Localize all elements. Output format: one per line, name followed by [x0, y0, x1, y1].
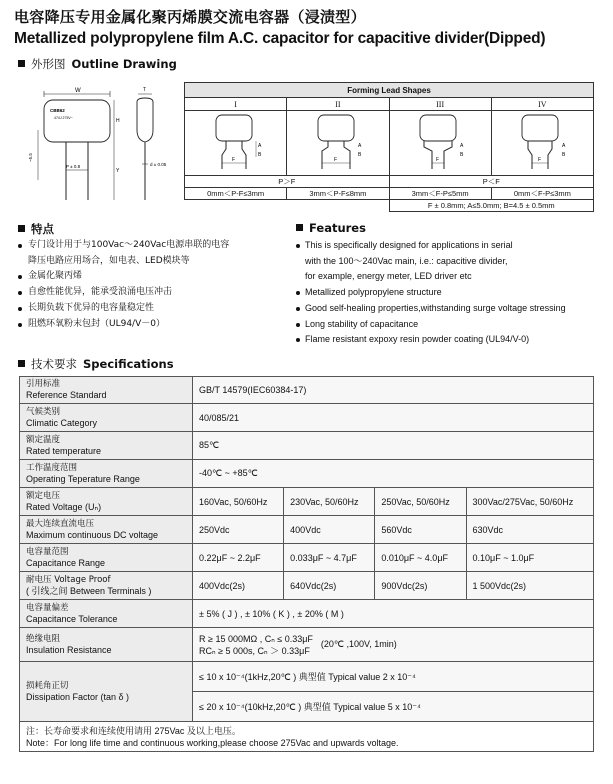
lead-shape-1-icon: [186, 111, 286, 173]
table-row: [20, 460, 594, 488]
lead-shape-3-icon: [390, 111, 490, 173]
tol-value: ± 5% ( J ) , ± 10% ( K ) , ± 20% ( M ): [193, 600, 594, 628]
forming-lead-table: [184, 82, 594, 212]
list-item: 自愈性能优异，能承受浪涌电压冲击: [18, 285, 229, 301]
forming-figure-3: [389, 111, 491, 176]
vp-value-1: 400Vdc(2s): [193, 572, 284, 600]
features-cn-heading-text: 特点: [31, 222, 54, 236]
list-item: 长期负载下优异的电容量稳定性: [18, 301, 229, 317]
rv-label-cn: 额定电压: [26, 490, 61, 501]
features-cn-heading: [18, 221, 54, 237]
cap-label-en: Capacitance Range: [26, 557, 106, 568]
square-bullet-icon: [18, 60, 25, 67]
dc-label-cn: 最大连续直流电压: [26, 518, 95, 529]
rtemp-value: 85℃: [193, 432, 594, 460]
table-row: [20, 600, 594, 628]
otemp-label-en: Operating Teperature Range: [26, 473, 140, 484]
otemp-label-cn: 工作温度范围: [26, 462, 78, 473]
list-item: 金属化聚丙烯: [18, 269, 229, 285]
page-title-cn: 电容降压专用金属化聚丙烯膜交流电容器（浸渍型）: [14, 8, 366, 26]
dim-y-label: Y: [116, 168, 120, 174]
tolerance-note: F ± 0.8mm; A≤5.0mm; B=4.5 ± 0.5mm: [389, 200, 594, 212]
list-item: Flame resistant expoxy resin powder coating (UL94/V-0): [296, 332, 566, 348]
ins-value: [193, 628, 594, 662]
specs-heading: [18, 356, 174, 372]
list-item: 专门设计用于与100Vac～240Vac电源串联的电容: [18, 238, 229, 254]
svg-text:B: B: [562, 152, 566, 158]
rv-value-1: 160Vac, 50/60Hz: [193, 488, 284, 516]
ins-line2: RCₙ ≥ 5 000s, Cₙ ＞ 0.33μF: [199, 645, 310, 656]
square-bullet-icon: [296, 224, 303, 231]
type-4-label: IV: [491, 98, 593, 111]
list-item: Long stability of capacitance: [296, 317, 566, 333]
features-en-list: [296, 238, 566, 348]
list-item: This is specifically designed for applications in serial: [296, 238, 566, 254]
table-row: [20, 628, 594, 662]
ins-condition: (20℃ ,100V, 1min): [320, 639, 397, 649]
dim-d-label: d ± 0.05: [150, 162, 167, 167]
table-row: [20, 488, 594, 516]
cap-value-3: 0.010μF ~ 4.0μF: [375, 544, 466, 572]
vp-value-4: 1 500Vdc(2s): [466, 572, 593, 600]
dc-value-1: 250Vdc: [193, 516, 284, 544]
svg-text:F: F: [231, 157, 235, 163]
clim-label-en: Climatic Category: [26, 417, 98, 428]
vp-value-3: 900Vdc(2s): [375, 572, 466, 600]
type-3-label: III: [389, 98, 491, 111]
table-row: [20, 432, 594, 460]
forming-figure-4: [491, 111, 593, 176]
vp-value-2: 640Vdc(2s): [284, 572, 375, 600]
list-item: 降压电路应用场合，如电表、LED模块等: [28, 255, 190, 266]
type-2-label: II: [287, 98, 389, 111]
rv-label-en: Rated Voltage (Uₙ): [26, 501, 102, 512]
dc-label-en: Maximum continuous DC voltage: [26, 529, 159, 540]
svg-text:B: B: [460, 152, 464, 158]
specs-heading-cn: 技术要求: [31, 357, 77, 371]
outline-heading-en: Outline Drawing: [71, 57, 177, 71]
svg-text:F: F: [333, 157, 337, 163]
marking-line1: CBB62: [50, 108, 65, 113]
svg-text:A: A: [562, 143, 566, 149]
ins-label-en: Insulation Resistance: [26, 644, 112, 655]
page-title-en: Metallized polypropylene film A.C. capacitor for capacitive divider(Dipped): [14, 30, 546, 47]
tol-label-en: Capacitance Tolerance: [26, 613, 118, 624]
rv-value-3: 250Vac, 50/60Hz: [375, 488, 466, 516]
list-item: 阻燃环氧粉末包封（UL94/V－0）: [18, 317, 229, 333]
forming-title: Forming Lead Shapes: [185, 83, 594, 98]
note-cn: 注：长寿命要求和连续使用请用 275Vac 及以上电压。: [26, 725, 241, 736]
table-row: [20, 516, 594, 544]
table-row: [20, 722, 594, 752]
dim-p-label: P ± 0.8: [66, 164, 81, 169]
capacitor-side-view: [137, 98, 153, 142]
rv-value-4: 300Vac/275Vac, 50/60Hz: [466, 488, 593, 516]
specs-heading-en: Specifications: [83, 357, 174, 371]
vp-label-cn: 耐电压 Voltage Proof: [26, 574, 111, 585]
features-cn-list: [18, 238, 229, 332]
range-1: 0mm＜P-F≤3mm: [185, 188, 287, 200]
cap-value-4: 0.10μF ~ 1.0μF: [466, 544, 593, 572]
svg-text:A: A: [357, 143, 362, 149]
marking-line2: 474J 275V~: [54, 116, 73, 120]
svg-text:B: B: [357, 152, 362, 158]
dim-t-label: T: [143, 87, 147, 93]
svg-text:A: A: [460, 143, 464, 149]
ins-line1: R ≥ 15 000MΩ , Cₙ ≤ 0.33μF: [199, 633, 313, 644]
clim-value: 40/085/21: [193, 404, 594, 432]
range-4: 0mm＜F-P≤3mm: [491, 188, 593, 200]
table-row: [20, 377, 594, 404]
ref-label-en: Reference Standard: [26, 390, 107, 400]
range-3: 3mm＜F-P≤5mm: [389, 188, 491, 200]
capacitor-body: [44, 100, 110, 142]
list-item: Metallized polypropylene structure: [296, 285, 566, 301]
features-en-heading-text: Features: [309, 221, 366, 235]
list-item: with the 100～240Vac main, i.e.: capacitive divider,: [305, 255, 508, 266]
svg-text:F: F: [436, 157, 440, 163]
clim-label-cn: 气候类别: [26, 406, 61, 417]
df-label-en: Dissipation Factor (tan δ ): [26, 691, 130, 702]
rtemp-label-cn: 额定温度: [26, 434, 61, 445]
ref-label-cn: 引用标准: [26, 379, 61, 389]
features-en-heading: [296, 221, 366, 235]
square-bullet-icon: [18, 225, 25, 232]
outline-drawing: [22, 80, 180, 210]
forming-figure-1: [185, 111, 287, 176]
svg-text:F: F: [538, 157, 542, 163]
ref-value: GB/T 14579(IEC60384-17): [193, 377, 594, 404]
cap-value-1: 0.22μF ~ 2.2μF: [193, 544, 284, 572]
dc-value-3: 560Vdc: [375, 516, 466, 544]
tol-label-cn: 电容量偏差: [26, 602, 69, 613]
rv-value-2: 230Vac, 50/60Hz: [284, 488, 375, 516]
cap-value-2: 0.033μF ~ 4.7μF: [284, 544, 375, 572]
ins-label-cn: 绝缘电阻: [26, 633, 61, 644]
rtemp-label-en: Rated temperature: [26, 445, 102, 456]
svg-text:B: B: [257, 152, 261, 158]
svg-text:A: A: [257, 143, 261, 149]
dim-left-label: ~5.5: [28, 153, 33, 162]
df-line1: ≤ 10 x 10⁻⁴(1kHz,20℃ ) 典型值 Typical value 2 x 10⁻⁴: [193, 662, 594, 692]
note-en: Note：For long life time and continuous working,please choose 275Vac and upwards voltage.: [26, 737, 399, 748]
df-label-cn: 损耗角正切: [26, 680, 69, 691]
forming-figure-2: [287, 111, 389, 176]
dc-value-4: 630Vdc: [466, 516, 593, 544]
note-cell: [20, 722, 594, 752]
table-row: [20, 572, 594, 600]
lead-shape-4-icon: [492, 111, 592, 173]
dim-w-label: W: [75, 88, 81, 94]
square-bullet-icon: [18, 360, 25, 367]
vp-label-en: ( 引线之间 Between Terminals ): [26, 585, 152, 596]
dim-h-label: H: [116, 118, 120, 124]
table-row: [20, 404, 594, 432]
dc-value-2: 400Vdc: [284, 516, 375, 544]
otemp-value: -40℃ ~ +85℃: [193, 460, 594, 488]
pf-left: P＞F: [185, 176, 390, 188]
table-row: [20, 544, 594, 572]
type-1-label: I: [185, 98, 287, 111]
range-2: 3mm＜P-F≤8mm: [287, 188, 389, 200]
outline-heading-cn: 外形图: [31, 57, 66, 71]
outline-heading: [18, 56, 177, 72]
cap-label-cn: 电容量范围: [26, 546, 69, 557]
pf-right: P＜F: [389, 176, 594, 188]
table-row: [20, 662, 594, 692]
list-item: for example, energy meter, LED driver etc: [305, 271, 472, 282]
specifications-table: [19, 376, 594, 752]
list-item: Good self-healing properties,withstanding surge voltage stressing: [296, 301, 566, 317]
df-line2: ≤ 20 x 10⁻⁴(10kHz,20℃ ) 典型值 Typical value 5 x 10⁻⁴: [193, 692, 594, 722]
lead-shape-2-icon: [288, 111, 388, 173]
